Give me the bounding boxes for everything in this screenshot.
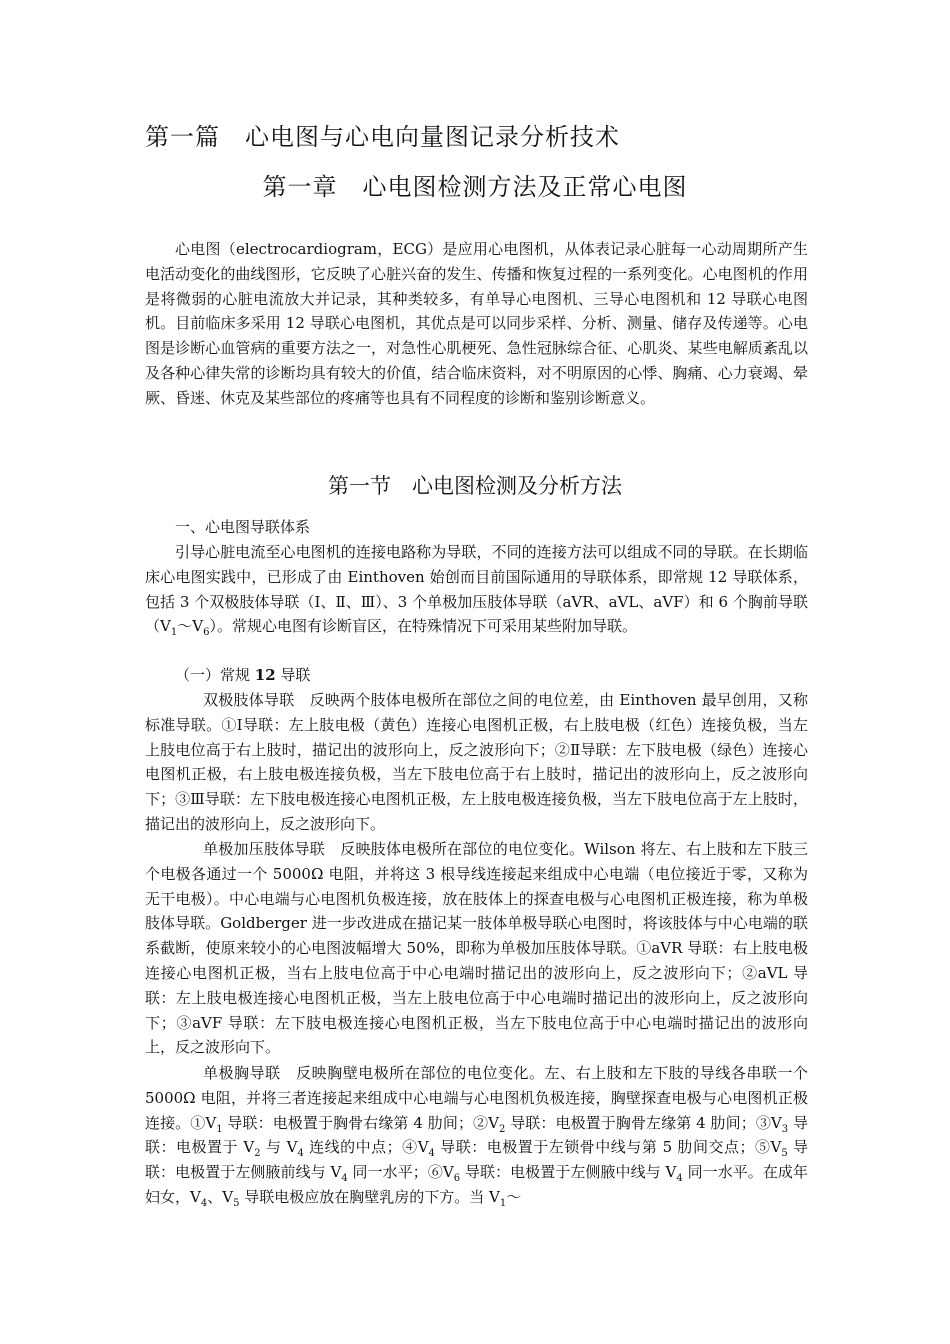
chest-text: 单极胸导联 反映胸壁电极所在部位的电位变化。左、右上肢和左下肢的导线各串联一个 5000Ω 电阻，并将三者连接起来组成中心电端与心电图机负极连接，胸壁探查电极与心电图机正极连接。①V <box>145 1064 808 1132</box>
leads-sub-6: 6 <box>203 627 210 639</box>
leads-text-b: ～V <box>177 617 204 636</box>
chest-text: 导联电极应放在胸壁乳房的下方。当 V <box>239 1187 500 1206</box>
chest-text: 导联：电极置于 V <box>145 1113 808 1157</box>
chest-sub: 2 <box>498 1123 506 1135</box>
leads-text-a: 引导心脏电流至心电图机的连接电路称为导联，不同的连接方法可以组成不同的导联。在长期临床心电图实践中，已形成了由 Einthoven 始创而目前国际通用的导联体系，即常规 12 导联体系，包括 3 个双极肢体导联（Ⅰ、Ⅱ、Ⅲ）、3 个单极加压肢体导联（aVR、aVL、aVF）和 6 个胸前导联（V <box>145 543 808 636</box>
intro-paragraph: 心电图（electrocardiogram，ECG）是应用心电图机，从体表记录心脏每一心动周期所产生电活动变化的曲线图形，它反映了心脏兴奋的发生、传播和恢复过程的一系列变化。心电图机的作用是将微弱的心脏电流放大并记录，其种类较多，有单导心电图机、三导心电图机和 12 导联心电图机。目前临床多采用 12 导联心电图机，其优点是可以同步采样、分析、测量、储存及传递等。心电图是诊断心血管病的重要方法之一，对急性心肌梗死、急性冠脉综合征、心肌炎、某些电解质紊乱以及各种心律失常的诊断均具有较大的价值，结合临床资料，对不明原因的心悸、胸痛、心力衰竭、晕厥、昏迷、休克及某些部位的疼痛等也具有不同程度的诊断和鉴别诊断意义。 <box>145 240 808 407</box>
subheading-prefix: （一）常规 <box>175 666 255 684</box>
chest-sub: 6 <box>453 1173 461 1185</box>
chest-sub: 4 <box>200 1197 208 1209</box>
subheading-lead-system: 一、心电图导联体系 <box>175 518 311 536</box>
subheading-standard-12-leads <box>145 663 808 688</box>
bipolar-limb-leads-paragraph: 双极肢体导联 反映两个肢体电极所在部位之间的电位差，由 Einthoven 最早创用，又称标准导联。①Ⅰ导联：左上肢电极（黄色）连接心电图机正极，右上肢电极（红色）连接负极，当左上肢电位高于右上肢时，描记出的波形向上，反之波形向下；②Ⅱ导联：左下肢电极（绿色）连接心电图机正极，右上肢电极连接负极，当左下肢电位高于右上肢时，描记出的波形向上，反之波形向下；③Ⅲ导联：左下肢电极连接心电图机正极，左上肢电极连接负极，当左下肢电位高于左上肢时，描记出的波形向上，反之波形向下。 <box>145 691 808 833</box>
chest-sub: 1 <box>499 1197 507 1209</box>
leads-paragraph <box>145 540 808 639</box>
subheading-number: 12 <box>254 666 276 684</box>
unipolar-augmented-leads-paragraph: 单极加压肢体导联 反映肢体电极所在部位的电位变化。Wilson 将左、右上肢和左下肢三个电极各通过一个 5000Ω 电阻，并将这 3 根导线连接起来组成中心电端（电位接近于零，又称为无干电极）。中心电端与心电图机负极连接，放在肢体上的探查电极与心电图机正极连接，称为单极肢体导联。Goldberger 进一步改进成在描记某一肢体单极导联心电图时，将该肢体与中心电端的联系截断，使原来较小的心电图波幅增大 50%，即称为单极加压肢体导联。①aVR 导联：右上肢电极连接心电图机正极，当右上肢电位高于中心电端时描记出的波形向上，反之波形向下；②aVL 导联：左上肢电极连接心电图机正极，当左上肢电位高于中心电端时描记出的波形向上，反之波形向下；③aVF 导联：左下肢电极连接心电图机正极，当左下肢电位高于中心电端时描记出的波形向上，反之波形向下。 <box>145 840 808 1057</box>
chest-sub: 5 <box>233 1197 240 1209</box>
chest-leads-paragraph <box>145 1061 808 1210</box>
chest-sub: 4 <box>676 1173 683 1185</box>
chest-sub: 1 <box>216 1123 223 1135</box>
chest-sub: 4 <box>341 1173 348 1185</box>
leads-sub-1: 1 <box>170 627 178 639</box>
chest-text: 同一水平。在成年妇女，V <box>145 1163 808 1206</box>
section-title: 第一节 心电图检测及分析方法 <box>328 474 622 498</box>
chest-text: 同一水平；⑥V <box>347 1163 454 1182</box>
chest-text: ～ <box>506 1187 522 1206</box>
chest-text: 导联：电极置于左锁骨中线与第 5 肋间交点；⑤V <box>434 1138 782 1157</box>
subheading-suffix: 导联 <box>275 666 311 684</box>
leads-text-c: ）。常规心电图有诊断盲区，在特殊情况下可采用某些附加导联。 <box>209 617 637 636</box>
chest-text: 、V <box>207 1187 234 1206</box>
chest-sub: 4 <box>428 1148 435 1160</box>
part-title: 第一篇 心电图与心电向量图记录分析技术 <box>145 123 620 151</box>
chest-sub: 3 <box>781 1123 789 1135</box>
chest-sub: 2 <box>254 1148 261 1160</box>
chest-text: 导联：电极置于胸骨左缘第 4 肋间；③V <box>505 1113 782 1132</box>
chest-text: 导联：电极置于左侧腋前线与 V <box>145 1138 808 1182</box>
chest-sub: 5 <box>781 1148 788 1160</box>
chest-text: 导联：电极置于左侧腋中线与 V <box>460 1163 677 1182</box>
chest-text: 与 V <box>260 1138 298 1157</box>
chest-text: 导联：电极置于胸骨右缘第 4 肋间；②V <box>222 1113 499 1132</box>
chapter-title: 第一章 心电图检测方法及正常心电图 <box>262 173 688 201</box>
chest-text: 连线的中点；④V <box>303 1138 429 1157</box>
chest-sub: 4 <box>297 1148 304 1160</box>
